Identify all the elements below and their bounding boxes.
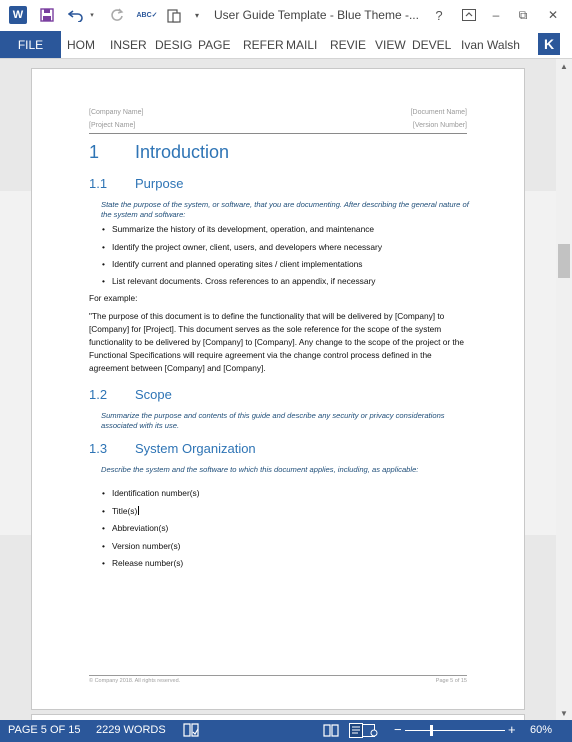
- scroll-down-icon[interactable]: ▼: [560, 708, 568, 718]
- paste-icon[interactable]: [165, 6, 183, 24]
- zoom-out-button[interactable]: −: [394, 722, 402, 737]
- text-cursor: [138, 506, 139, 515]
- heading-1-number: 1: [89, 142, 100, 162]
- tab-review[interactable]: REVIE: [330, 37, 367, 52]
- customize-toolbar-icon[interactable]: ▾: [194, 10, 199, 20]
- window-title: User Guide Template - Blue Theme -...: [214, 8, 419, 22]
- system-organization-heading: System Organization: [135, 441, 256, 456]
- footer-copyright: © Company 2018. All rights reserved.: [89, 678, 181, 684]
- example-paragraph: "The purpose of this document is to define the functionality that will be delivered by [Company] to [Company] for [Project]. This document serves as the sole reference for the scope of the system functionality to be delivered by [Company] to [Company]. Any change to the scope of the project or the Functional Specifications will require agreement via the change control process defined in the agreement between [Company] and [Company].: [89, 311, 464, 373]
- system-organization-number: 1.3: [89, 441, 108, 456]
- title-bar: [0, 0, 572, 31]
- zoom-in-button[interactable]: +: [508, 722, 516, 737]
- example-label: For example:: [89, 293, 138, 303]
- close-icon[interactable]: ✕: [547, 8, 559, 22]
- list-item: • Abbreviation(s): [102, 523, 169, 533]
- read-mode-icon[interactable]: [323, 724, 339, 740]
- list-item: • List relevant documents. Cross references to an appendix, if necessary: [102, 276, 376, 286]
- restore-icon[interactable]: ⧉: [518, 7, 528, 22]
- page-count[interactable]: PAGE 5 OF 15: [8, 724, 81, 736]
- list-item: • Title(s): [102, 506, 138, 516]
- redo-icon[interactable]: [108, 6, 126, 24]
- list-item: • Release number(s): [102, 558, 184, 568]
- list-item: • Identify the project owner, client, users, and developers where necessary: [102, 242, 383, 252]
- footer-page-number: Page 5 of 15: [435, 678, 467, 684]
- tab-home[interactable]: HOM: [67, 37, 95, 52]
- spelling-check-icon[interactable]: ABC✓: [136, 12, 158, 19]
- avatar[interactable]: K: [538, 33, 560, 55]
- word-count[interactable]: 2229 WORDS: [96, 724, 166, 736]
- scrollbar-thumb[interactable]: [558, 244, 570, 278]
- tab-design[interactable]: DESIG: [155, 37, 193, 52]
- header-company: [Company Name]: [89, 109, 144, 116]
- tab-view[interactable]: VIEW: [375, 37, 406, 52]
- vertical-scrollbar[interactable]: [556, 59, 572, 720]
- tab-insert[interactable]: INSER: [110, 37, 147, 52]
- zoom-level[interactable]: 60%: [530, 724, 553, 736]
- zoom-slider-thumb[interactable]: [430, 725, 433, 736]
- scope-heading: Scope: [135, 387, 172, 402]
- tab-file[interactable]: FILE: [0, 31, 61, 58]
- ribbon-tabs: [0, 31, 572, 59]
- word-app-icon[interactable]: W: [9, 6, 27, 24]
- web-layout-icon[interactable]: [362, 724, 378, 740]
- tab-references[interactable]: REFER: [243, 37, 284, 52]
- save-icon[interactable]: [38, 6, 56, 24]
- footer-divider: [89, 675, 467, 676]
- purpose-instruction: State the purpose of the system, or software, that you are documenting. After describing the general nature of the system and software:: [101, 200, 469, 219]
- proofing-icon[interactable]: [183, 723, 199, 740]
- purpose-number: 1.1: [89, 176, 108, 191]
- zoom-slider[interactable]: [405, 730, 505, 731]
- print-layout-icon[interactable]: [349, 723, 363, 741]
- header-project: [Project Name]: [89, 122, 136, 129]
- undo-dropdown-icon[interactable]: ▾: [90, 12, 94, 19]
- tab-mailings[interactable]: MAILI: [286, 37, 318, 52]
- ribbon-display-options-icon[interactable]: [461, 6, 477, 24]
- list-item: • Identification number(s): [102, 488, 200, 498]
- scope-instruction: Summarize the purpose and contents of this guide and describe any security or privacy considerations associated with its use.: [101, 411, 445, 430]
- header-divider: [89, 133, 467, 134]
- header-version: [Version Number]: [412, 122, 467, 129]
- tab-page-layout[interactable]: PAGE: [198, 37, 231, 52]
- help-icon[interactable]: ?: [435, 7, 443, 23]
- list-item: • Summarize the history of its development, operation, and maintenance: [102, 224, 375, 234]
- undo-icon[interactable]: [66, 6, 86, 24]
- status-bar: [0, 720, 572, 742]
- user-name[interactable]: Ivan Walsh: [461, 37, 520, 52]
- minimize-icon[interactable]: –: [492, 8, 500, 22]
- list-item: • Identify current and planned operating sites / client implementations: [102, 259, 363, 269]
- document-page[interactable]: [31, 68, 525, 710]
- tab-developer[interactable]: DEVEL: [412, 37, 452, 52]
- heading-1-title: Introduction: [135, 142, 230, 162]
- purpose-heading: Purpose: [135, 176, 184, 191]
- document-area: [0, 59, 556, 720]
- header-document-name: [Document Name]: [410, 109, 467, 116]
- system-organization-instruction: Describe the system and the software to which this document applies, including, as applicable:: [101, 465, 419, 474]
- scope-number: 1.2: [89, 387, 108, 402]
- list-item: • Version number(s): [102, 541, 181, 551]
- scroll-up-icon[interactable]: ▲: [560, 61, 568, 71]
